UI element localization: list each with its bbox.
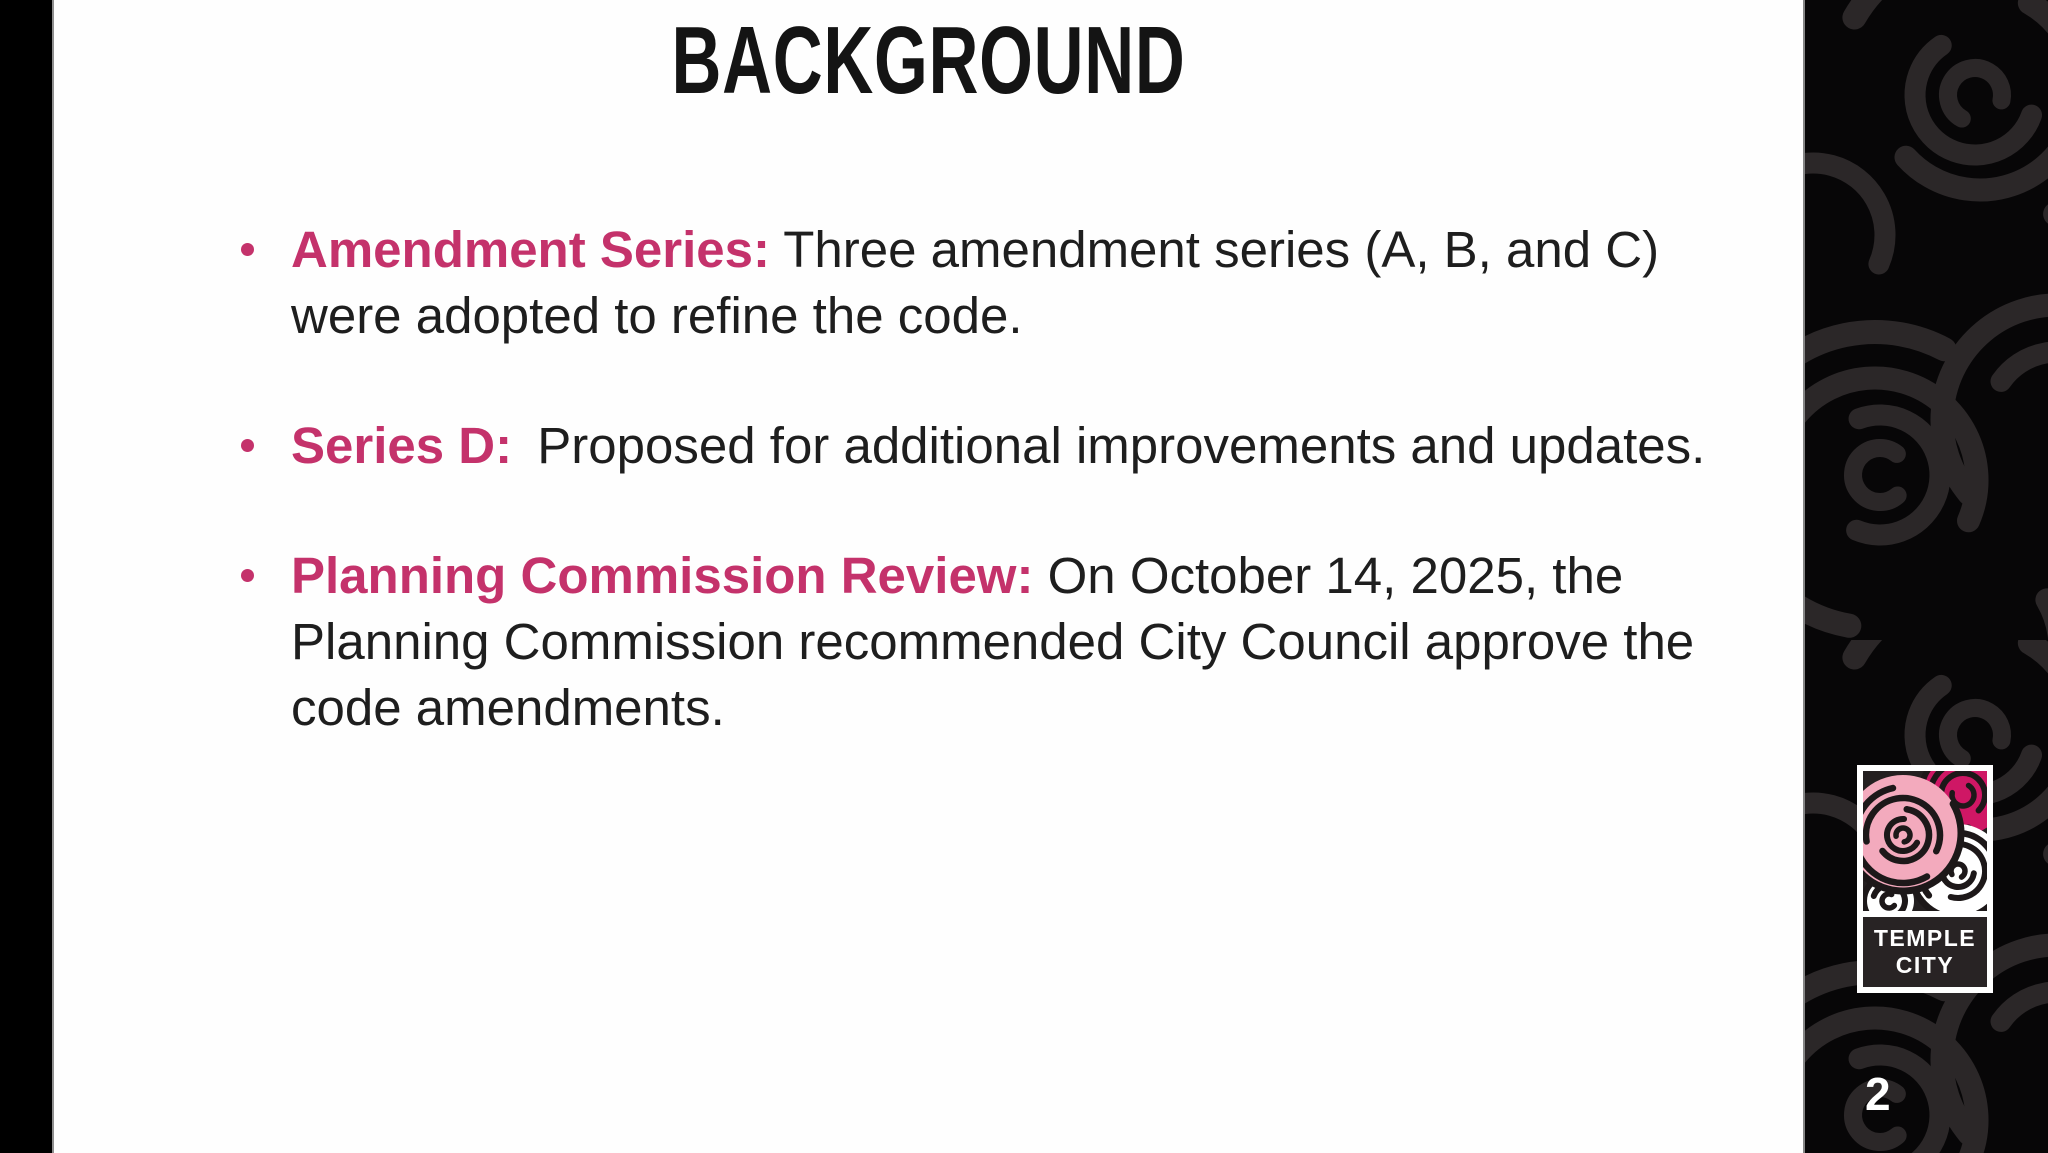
slide-content	[54, 0, 1803, 1153]
bullet-icon	[241, 569, 254, 582]
temple-city-logo	[1857, 765, 1993, 993]
logo-text-temple: TEMPLE	[1873, 925, 1977, 951]
bullet-lead: Series D:	[291, 417, 513, 474]
bullet-body: Proposed for additional improvements and updates.	[537, 417, 1706, 474]
logo-text-city: CITY	[1895, 952, 1955, 978]
page-title: BACKGROUND	[671, 7, 1186, 114]
bullet-icon	[241, 439, 254, 452]
bullet-item	[241, 413, 1741, 479]
left-black-bar	[0, 0, 54, 1153]
page-number: 2	[1865, 1068, 1891, 1120]
camellia-logo-icon	[1863, 771, 1987, 911]
bullet-icon	[241, 243, 254, 256]
bullet-list	[241, 217, 1741, 741]
bullet-lead: Amendment Series:	[291, 221, 770, 278]
bullet-body: On October 14, 2025, the Planning Commission recommended City Council approve the code amendments.	[291, 547, 1695, 736]
bullet-item	[241, 543, 1741, 741]
bullet-body: Three amendment series (A, B, and C) were adopted to refine the code.	[291, 221, 1660, 344]
logo-text-box	[1863, 917, 1987, 987]
decorative-side-panel	[1803, 0, 2048, 1153]
bullet-item	[241, 217, 1741, 349]
bullet-lead: Planning Commission Review:	[291, 547, 1034, 604]
